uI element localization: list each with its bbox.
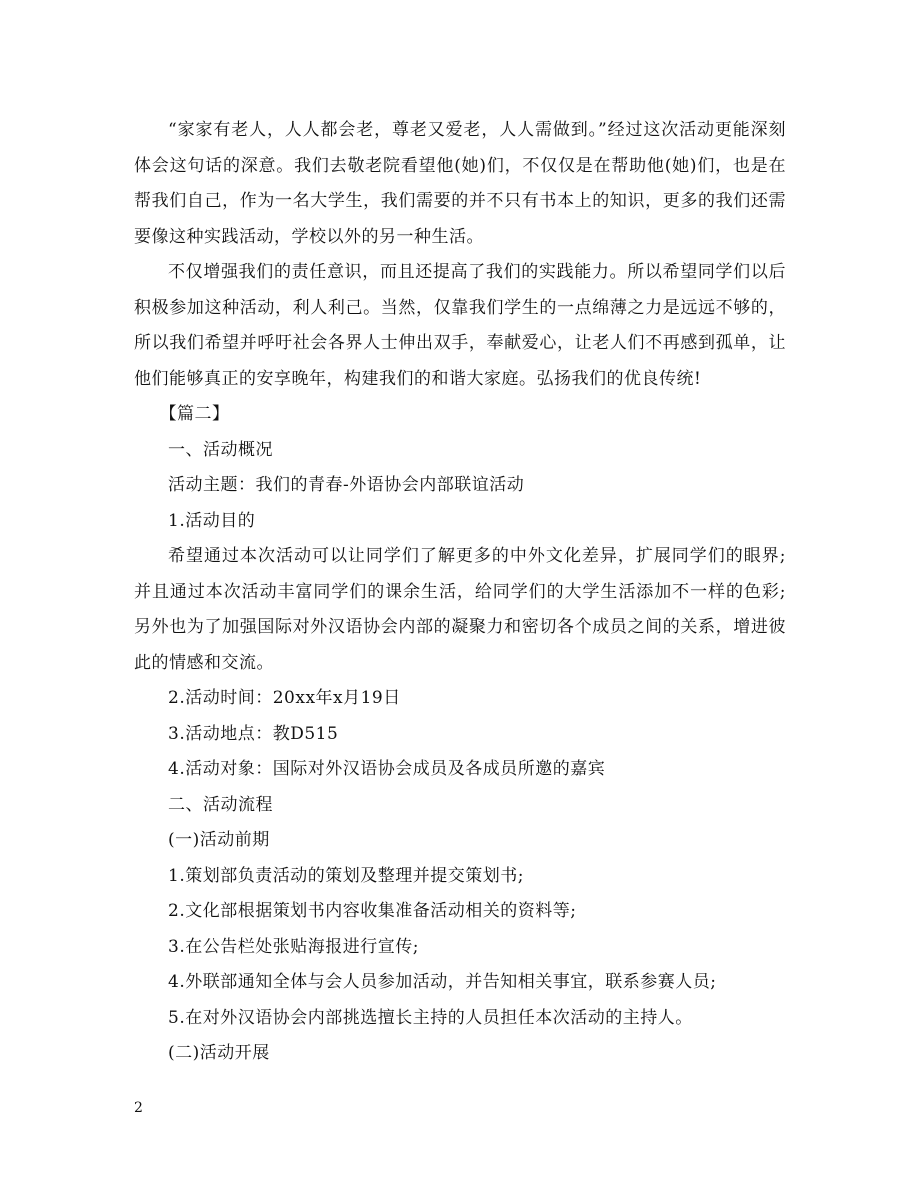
list-item: 2.文化部根据策划书内容收集准备活动相关的资料等; bbox=[168, 901, 577, 921]
activity-time: 2.活动时间：20xx年x月19日 bbox=[168, 688, 401, 708]
purpose-heading: 1.活动目的 bbox=[168, 510, 256, 531]
document-body bbox=[134, 113, 786, 1072]
pre-activity-heading: (一)活动前期 bbox=[168, 830, 270, 850]
list-item: 1.策划部负责活动的策划及整理并提交策划书; bbox=[168, 865, 524, 886]
list-item: 4.外联部通知全体与会人员参加活动，并告知相关事宜，联系参赛人员; bbox=[168, 972, 717, 992]
activity-location: 3.活动地点：教D515 bbox=[168, 723, 339, 744]
overview-heading: 一、活动概况 bbox=[168, 439, 273, 460]
process-heading: 二、活动流程 bbox=[168, 794, 273, 815]
activity-participants: 4.活动对象：国际对外汉语协会成员及各成员所邀的嘉宾 bbox=[168, 759, 606, 779]
list-item: 5.在对外汉语协会内部挑选擅长主持的人员担任本次活动的主持人。 bbox=[168, 1007, 693, 1028]
activity-theme: 活动主题：我们的青春-外语协会内部联谊活动 bbox=[168, 475, 525, 495]
page-number: 2 bbox=[134, 1100, 143, 1116]
body-paragraph: “家家有老人，人人都会老，尊老又爱老，人人需做到。”经过这次活动更能深刻体会这句话的深意。我们去敬老院看望他(她)们，不仅仅是在帮助他(她)们，也是在帮我们自己，作为一名大学生，我们需要的并不只有书本上的知识，更多的我们还需要像这种实践活动，学校以外的另一种生活。 bbox=[134, 120, 786, 247]
list-item: 3.在公告栏处张贴海报进行宣传; bbox=[168, 936, 419, 957]
purpose-paragraph: 希望通过本次活动可以让同学们了解更多的中外文化差异，扩展同学们的眼界;并且通过本次活动丰富同学们的课余生活，给同学们的大学生活添加不一样的色彩;另外也为了加强国际对外汉语协会内部的凝聚力和密切各个成员之间的关系，增进彼此的情感和交流。 bbox=[134, 546, 786, 673]
section-title: 【篇二】 bbox=[159, 404, 230, 424]
conduct-heading: (二)活动开展 bbox=[168, 1043, 270, 1063]
body-paragraph: 不仅增强我们的责任意识，而且还提高了我们的实践能力。所以希望同学们以后积极参加这种活动，利人利己。当然，仅靠我们学生的一点绵薄之力是远远不够的，所以我们希望并呼吁社会各界人士伸出双手，奉献爱心，让老人们不再感到孤单，让他们能够真正的安享晚年，构建我们的和谐大家庭。弘扬我们的优良传统! bbox=[134, 262, 786, 389]
